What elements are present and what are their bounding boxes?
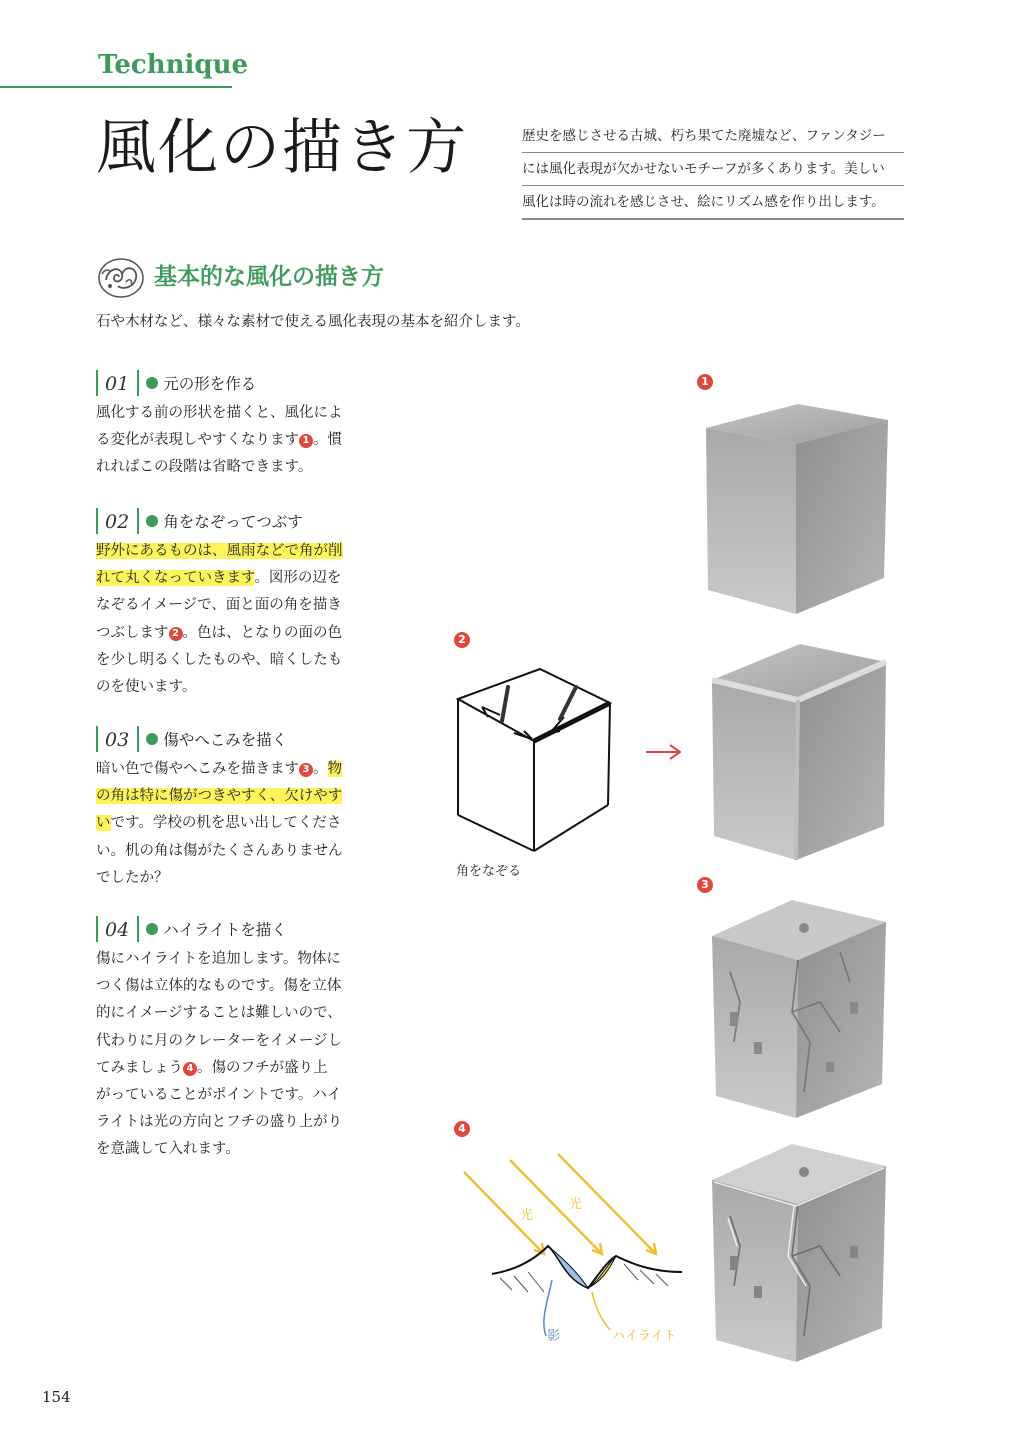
- highlighted-text: い: [96, 815, 111, 832]
- ornament-icon: [96, 256, 146, 300]
- body-line: 的にイメージすることは難しいので、: [96, 1005, 342, 1022]
- body-line: のを使います。: [96, 679, 197, 696]
- page-title: 風化の描き方: [96, 113, 468, 183]
- body-line: でしたか？: [96, 869, 169, 886]
- body-line: [96, 1055, 396, 1082]
- body-line: [96, 756, 396, 783]
- step-title: ハイライトを描く: [163, 921, 287, 939]
- step-03: [96, 724, 396, 892]
- body-line: [96, 565, 396, 592]
- body-line: 代わりに月のクレーターをイメージし: [96, 1032, 343, 1049]
- body-text: る変化が表現しやすくなります: [96, 432, 299, 449]
- bullet-dot-icon: [146, 515, 158, 527]
- light-label: 光: [520, 1208, 534, 1223]
- step-title: 傷やへこみを描く: [163, 731, 288, 749]
- bullet-dot-icon: [146, 377, 158, 389]
- bullet-dot-icon: [146, 733, 158, 745]
- body-text: 暗い色で傷やへこみを描きます: [96, 761, 299, 777]
- body-line: [96, 810, 396, 837]
- highlight-label: ハイライト: [612, 1329, 677, 1344]
- section-title: 基本的な風化の描き方: [154, 264, 384, 290]
- body-line: れればこの段階は省略できます。: [96, 459, 313, 476]
- body-text: 。慣: [313, 432, 342, 449]
- body-line: がっていることがポイントです。ハイ: [96, 1087, 342, 1104]
- cube-highlighted-figure: [700, 1136, 896, 1368]
- step-number: 03: [96, 726, 139, 752]
- figure-marker-4: 4: [454, 1121, 470, 1137]
- body-line: ライトは光の方向とフチの盛り上がり: [96, 1114, 343, 1131]
- body-line: つく傷は立体的なものです。傷を立体: [96, 978, 342, 995]
- light-label: 光: [569, 1197, 583, 1212]
- crater-highlight-diagram: [456, 1150, 696, 1350]
- figure-marker-1: 1: [697, 374, 713, 390]
- ref-badge: 3: [299, 763, 313, 777]
- body-text: 。: [313, 761, 328, 777]
- step-body: [96, 946, 396, 1164]
- page-number: 154: [42, 1388, 71, 1406]
- body-line: [96, 620, 396, 647]
- cube-scratched-figure: [700, 892, 896, 1124]
- step-number: 04: [96, 916, 139, 942]
- technique-label: Technique: [98, 50, 249, 80]
- body-line: を少し明るくしたものや、暗くしたも: [96, 651, 343, 668]
- figure-marker-2: 2: [454, 632, 470, 648]
- ref-badge: 2: [169, 627, 183, 641]
- body-text: てみましょう: [96, 1059, 183, 1076]
- step-number: 01: [96, 370, 139, 396]
- step-02: [96, 506, 396, 701]
- corner-sketch-figure: [452, 655, 622, 855]
- body-line: 傷にハイライトを追加します。物体に: [96, 951, 341, 967]
- body-text: 。色は、となりの面の色: [182, 624, 342, 641]
- highlighted-text: 野外にあるものは、風雨などで角が削: [96, 543, 343, 559]
- highlighted-text: れて丸くなっていきます: [96, 570, 255, 587]
- intro-text: [522, 120, 904, 220]
- step-number: 02: [96, 508, 139, 534]
- intro-line: 歴史を感じさせる古城、朽ち果てた廃墟など、ファンタジー: [522, 120, 904, 153]
- intro-line: 風化は時の流れを感じさせ、絵にリズム感を作り出します。: [522, 186, 904, 220]
- step-body: [96, 400, 396, 482]
- section-lead: 石や木材など、様々な素材で使える風化表現の基本を紹介します。: [96, 314, 530, 330]
- body-text: です。学校の机を思い出してくださ: [110, 815, 342, 832]
- body-line: い。机の角は傷がたくさんありません: [96, 842, 343, 859]
- step-body: [96, 538, 396, 701]
- body-line: [96, 783, 396, 810]
- bullet-dot-icon: [146, 923, 158, 935]
- body-line: を意識して入れます。: [96, 1141, 240, 1158]
- ref-badge: 1: [299, 434, 313, 448]
- body-text: 。傷のフチが盛り上: [197, 1059, 328, 1076]
- step-01: [96, 368, 396, 482]
- intro-line: には風化表現が欠かせないモチーフが多くあります。美しい: [522, 153, 904, 186]
- step-title: 元の形を作る: [163, 375, 257, 393]
- cube-rounded-figure: [700, 640, 896, 866]
- body-line: [96, 427, 396, 454]
- highlighted-text: の角は特に傷がつきやすく、欠けやす: [96, 788, 343, 805]
- shadow-label: 影: [547, 1329, 561, 1344]
- step-04: [96, 914, 396, 1164]
- step-title: 角をなぞってつぶす: [163, 513, 303, 531]
- arrow-right-icon: [644, 742, 684, 762]
- cube-original-figure: [700, 400, 896, 620]
- body-line: [96, 538, 396, 565]
- figure-marker-3: 3: [697, 877, 713, 893]
- body-line: なぞるイメージで、面と面の角を描き: [96, 597, 342, 614]
- technique-underline: [0, 86, 232, 88]
- step-body: [96, 756, 396, 892]
- body-text: つぶします: [96, 624, 169, 641]
- body-text: 。図形の辺を: [254, 570, 342, 587]
- sketch-caption: 角をなぞる: [456, 864, 522, 879]
- ref-badge: 4: [183, 1062, 197, 1076]
- highlighted-text: 物: [327, 761, 342, 777]
- body-line: 風化する前の形状を描くと、風化によ: [96, 405, 343, 421]
